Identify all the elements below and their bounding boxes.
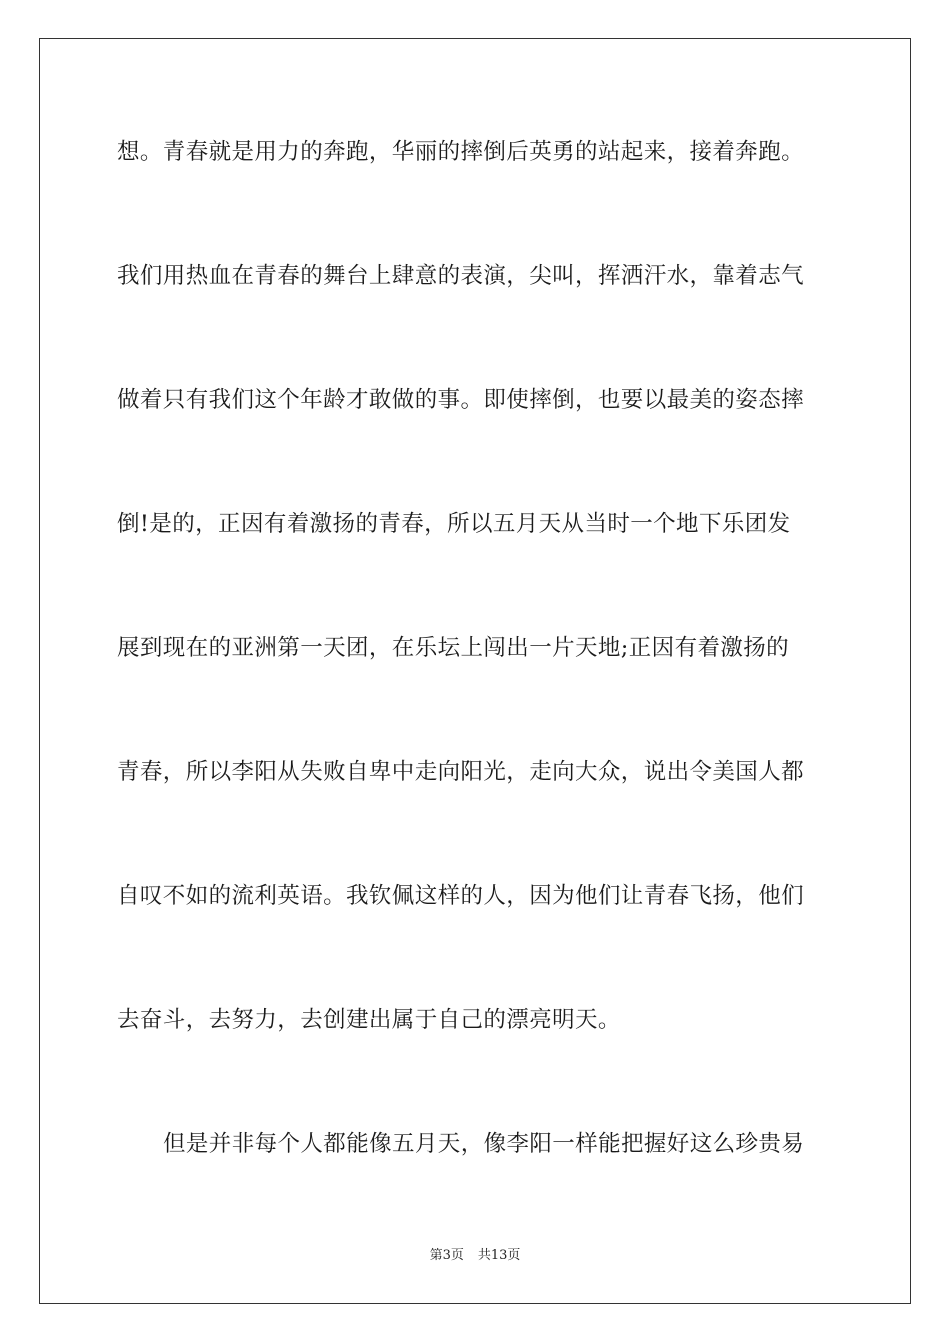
body-text-line-5: 展到现在的亚洲第一天团，在乐坛上闯出一片天地;正因有着激扬的 xyxy=(117,635,790,661)
body-text-line-3: 做着只有我们这个年龄才敢做的事。即使摔倒，也要以最美的姿态摔 xyxy=(117,387,805,413)
page-total: 共13页 xyxy=(477,1248,521,1263)
body-text-line-1: 想。青春就是用力的奔跑，华丽的摔倒后英勇的站起来，接着奔跑。 xyxy=(117,139,805,165)
body-text-line-2: 我们用热血在青春的舞台上肆意的表演，尖叫，挥洒汗水，靠着志气 xyxy=(117,263,805,289)
body-text-line-4: 倒!是的，正因有着激扬的青春，所以五月天从当时一个地下乐团发 xyxy=(117,511,791,537)
body-text-line-7: 自叹不如的流利英语。我钦佩这样的人，因为他们让青春飞扬，他们 xyxy=(117,883,805,909)
body-text-line-6: 青春，所以李阳从失败自卑中走向阳光，走向大众，说出令美国人都 xyxy=(117,759,805,785)
page-number: 第3页 xyxy=(429,1248,464,1263)
body-text-line-8: 去奋斗，去努力，去创建出属于自己的漂亮明天。 xyxy=(117,1007,621,1033)
page-footer xyxy=(0,1247,950,1265)
page-border xyxy=(39,38,911,1304)
body-text-line-9: 但是并非每个人都能像五月天，像李阳一样能把握好这么珍贵易 xyxy=(163,1131,805,1157)
